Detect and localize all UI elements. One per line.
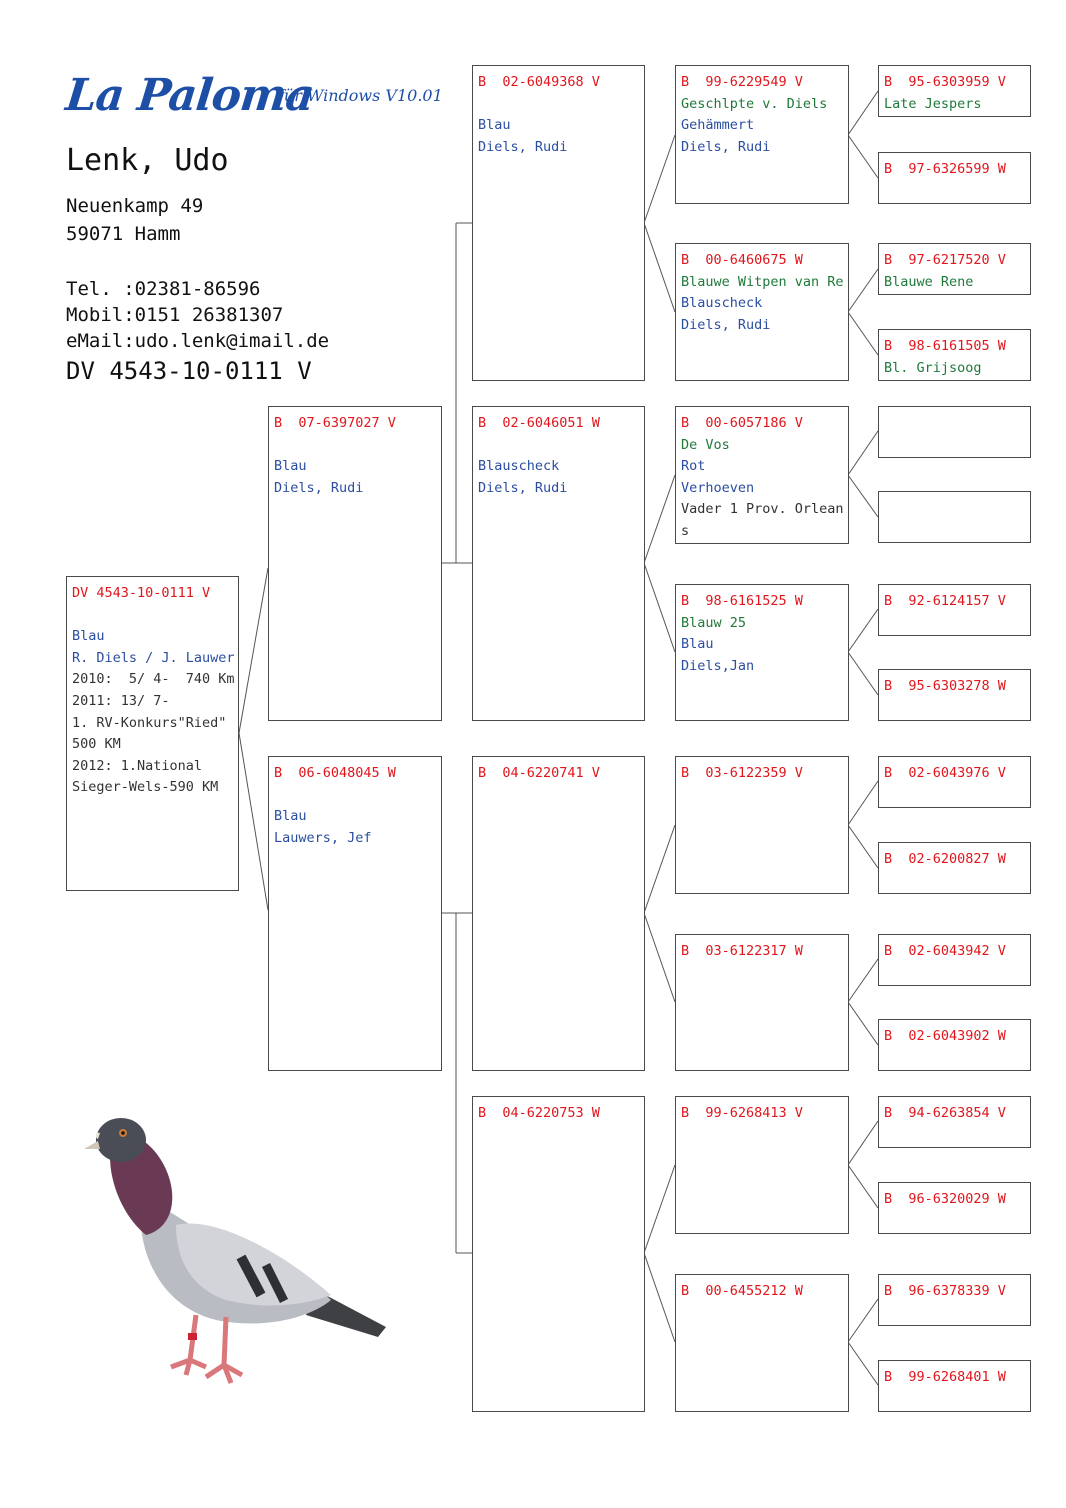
great-grandparent-card[interactable]: [675, 934, 849, 1071]
ring-number: B 02-6043902 W: [884, 1028, 1006, 1044]
owner-email: eMail:udo.lenk@imail.de: [66, 330, 330, 352]
ring-number: B 00-6460675 W: [681, 252, 803, 268]
ancestor-card[interactable]: [878, 934, 1031, 986]
owner-tel: Tel. :02381-86596: [66, 278, 261, 300]
ring-number: DV 4543-10-0111 V: [72, 585, 211, 601]
grandparent-card[interactable]: [472, 756, 645, 1071]
ring-number: B 00-6455212 W: [681, 1283, 803, 1299]
card-line: Diels, Rudi: [681, 138, 771, 155]
card-line: Sieger-Wels-590 KM: [72, 779, 219, 796]
ring-number: B 96-6378339 V: [884, 1283, 1006, 1299]
grandparent-card[interactable]: [472, 65, 645, 381]
card-line: Verhoeven: [681, 479, 755, 496]
ancestor-card[interactable]: [878, 329, 1031, 381]
card-line: Rot: [681, 458, 706, 475]
ring-number: B 97-6217520 V: [884, 252, 1006, 268]
ring-number: B 99-6229549 V: [681, 74, 803, 90]
ring-number: B 02-6200827 W: [884, 851, 1006, 867]
great-grandparent-card[interactable]: [675, 406, 849, 544]
ring-number: B 07-6397027 V: [274, 415, 396, 431]
ancestor-card[interactable]: [878, 584, 1031, 636]
card-line: Vader 1 Prov. Orlean: [681, 501, 844, 518]
ring-number: B 04-6220753 W: [478, 1105, 600, 1121]
ring-number: B 00-6057186 V: [681, 415, 803, 431]
ring-number: B 95-6303959 V: [884, 74, 1006, 90]
ancestor-card[interactable]: [878, 669, 1031, 721]
ancestor-card[interactable]: [878, 1274, 1031, 1326]
grandparent-card[interactable]: [472, 1096, 645, 1412]
ring-number: B 02-6043976 V: [884, 765, 1006, 781]
ring-number: B 02-6049368 V: [478, 74, 600, 90]
great-grandparent-card[interactable]: [675, 1096, 849, 1234]
ring-number: B 99-6268413 V: [681, 1105, 803, 1121]
ring-number: B 98-6161505 W: [884, 338, 1006, 354]
ancestor-card[interactable]: [878, 406, 1031, 458]
card-line: s: [681, 522, 690, 539]
ancestor-card[interactable]: [878, 756, 1031, 808]
pigeon-photo: [66, 1105, 396, 1405]
card-line: Blauw 25: [681, 614, 747, 631]
card-line: Diels, Rudi: [478, 138, 568, 155]
card-line: 500 KM: [72, 736, 121, 753]
ancestor-card[interactable]: [878, 243, 1031, 295]
card-line: Blau: [478, 117, 511, 134]
app-logo: La Paloma: [63, 70, 316, 121]
card-line: 2012: 1.National: [72, 757, 203, 774]
great-grandparent-card[interactable]: [675, 756, 849, 894]
ring-number: B 02-6043942 V: [884, 943, 1006, 959]
owner-mobil: Mobil:0151 26381307: [66, 304, 284, 326]
ring-number: B 97-6326599 W: [884, 161, 1006, 177]
card-line: Bl. Grijsoog: [884, 359, 982, 376]
card-line: Diels, Rudi: [478, 479, 568, 496]
ancestor-card[interactable]: [878, 1182, 1031, 1234]
card-line: 2011: 13/ 7-: [72, 692, 170, 709]
card-line: Blau: [72, 628, 105, 645]
owner-name: Lenk, Udo: [66, 143, 229, 178]
great-grandparent-card[interactable]: [675, 243, 849, 381]
subject-ring-number: DV 4543-10-0111 V: [66, 357, 312, 385]
card-line: Geschlpte v. Diels: [681, 95, 828, 112]
card-line: [72, 605, 234, 627]
card-line: 1. RV-Konkurs"Ried": [72, 714, 227, 731]
father-card[interactable]: [268, 406, 442, 721]
owner-city: 59071 Hamm: [66, 223, 181, 245]
ancestor-card[interactable]: [878, 152, 1031, 204]
ring-number: B 96-6320029 W: [884, 1191, 1006, 1207]
card-line: Late Jespers: [884, 95, 982, 112]
ring-number: B 03-6122359 V: [681, 765, 803, 781]
card-line: Blau: [681, 636, 714, 653]
grandparent-card[interactable]: [472, 406, 645, 721]
ancestor-card[interactable]: [878, 491, 1031, 543]
card-line: 2010: 5/ 4- 740 Km: [72, 671, 235, 688]
card-line: Gehämmert: [681, 117, 755, 134]
ancestor-card[interactable]: [878, 1360, 1031, 1412]
ancestor-card[interactable]: [878, 842, 1031, 894]
ancestor-card[interactable]: [878, 1019, 1031, 1071]
card-line: De Vos: [681, 436, 730, 453]
ring-number: B 95-6303278 W: [884, 678, 1006, 694]
mother-card[interactable]: [268, 756, 442, 1071]
card-line: Diels,Jan: [681, 657, 755, 674]
owner-street: Neuenkamp 49: [66, 195, 204, 217]
card-line: Blauscheck: [681, 295, 763, 312]
ring-number: B 99-6268401 W: [884, 1369, 1006, 1385]
card-line: [478, 94, 640, 116]
card-line: Blauscheck: [478, 458, 560, 475]
ring-number: B 04-6220741 V: [478, 765, 600, 781]
great-grandparent-card[interactable]: [675, 65, 849, 204]
app-version: für Windows V10.01: [278, 86, 443, 105]
card-line: Diels, Rudi: [274, 479, 364, 496]
ring-number: B 92-6124157 V: [884, 593, 1006, 609]
ancestor-card[interactable]: [878, 65, 1031, 117]
card-line: Blauwe Rene: [884, 273, 974, 290]
card-line: Blauwe Witpen van Re: [681, 273, 844, 290]
card-line: Lauwers, Jef: [274, 829, 372, 846]
great-grandparent-card[interactable]: [675, 584, 849, 721]
subject-card[interactable]: [66, 576, 239, 891]
ring-number: B 98-6161525 W: [681, 593, 803, 609]
card-line: [274, 785, 437, 807]
card-line: Diels, Rudi: [681, 316, 771, 333]
ancestor-card[interactable]: [878, 1096, 1031, 1148]
card-line: R. Diels / J. Lauwer: [72, 649, 235, 666]
ring-number: B 03-6122317 W: [681, 943, 803, 959]
card-line: Blau: [274, 808, 307, 825]
great-grandparent-card[interactable]: [675, 1274, 849, 1412]
ring-number: B 02-6046051 W: [478, 415, 600, 431]
ring-number: B 06-6048045 W: [274, 765, 396, 781]
card-line: [478, 435, 640, 457]
card-line: [274, 435, 437, 457]
card-line: Blau: [274, 458, 307, 475]
ring-number: B 94-6263854 V: [884, 1105, 1006, 1121]
